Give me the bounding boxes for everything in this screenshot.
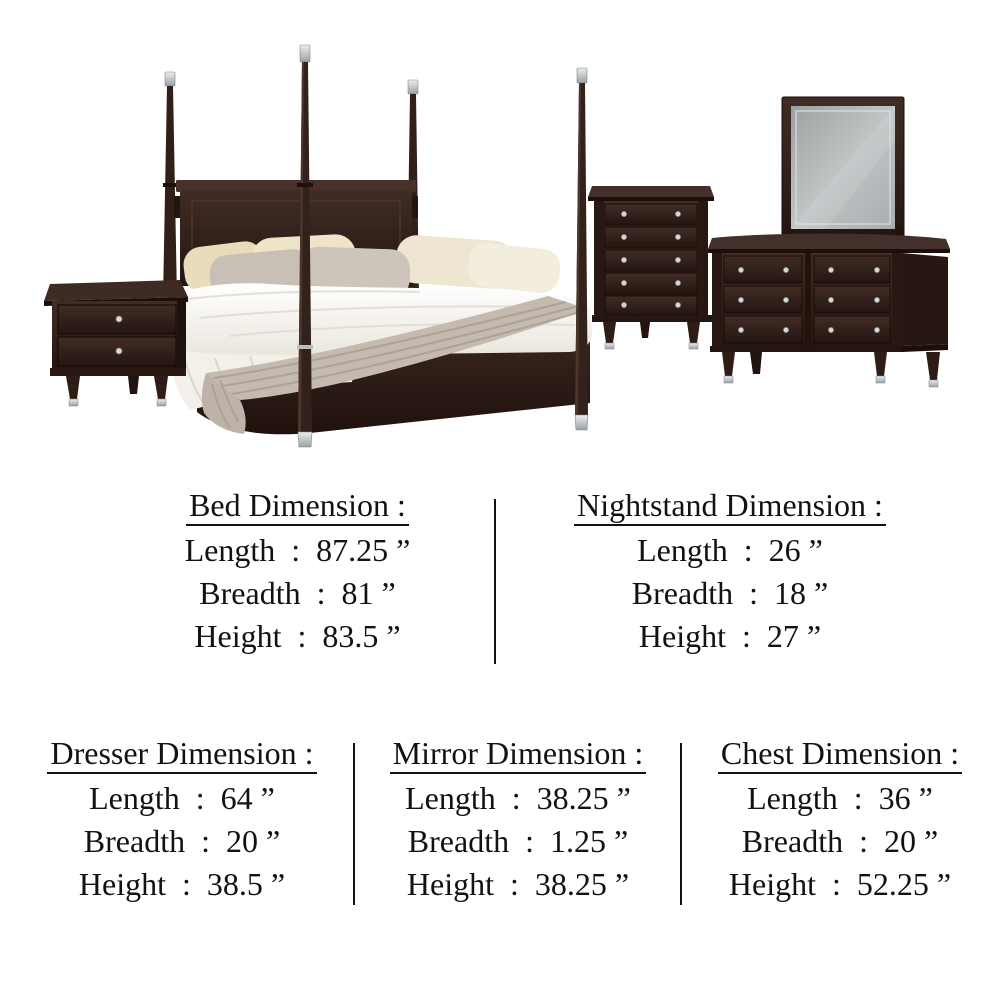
nightstand-dimensions-block bbox=[515, 487, 945, 658]
dresser-length: Length : 64 ” bbox=[89, 780, 275, 816]
divider-dresser-mirror bbox=[353, 743, 355, 905]
bed-dimensions-title: Bed Dimension : bbox=[186, 487, 409, 526]
nightstand-height: Height : 27 ” bbox=[638, 618, 822, 654]
mirror-height: Height : 38.25 ” bbox=[406, 866, 630, 902]
chest-breadth: Breadth : 20 ” bbox=[741, 823, 939, 859]
bed-length: Length : 87.25 ” bbox=[184, 532, 411, 568]
nightstand-breadth: Breadth : 18 ” bbox=[631, 575, 829, 611]
nightstand-dimensions-title: Nightstand Dimension : bbox=[574, 487, 886, 526]
chest-illustration bbox=[588, 186, 714, 349]
dresser-height: Height : 38.5 ” bbox=[78, 866, 286, 902]
bed-illustration bbox=[151, 45, 592, 447]
nightstand-length: Length : 26 ” bbox=[637, 532, 823, 568]
bed-height: Height : 83.5 ” bbox=[194, 618, 401, 654]
mirror-length: Length : 38.25 ” bbox=[405, 780, 631, 816]
chest-height: Height : 52.25 ” bbox=[728, 866, 952, 902]
furniture-scene bbox=[0, 0, 1000, 470]
dresser-breadth: Breadth : 20 ” bbox=[83, 823, 281, 859]
chest-dimensions-title: Chest Dimension : bbox=[718, 735, 962, 774]
dresser-dimensions-title: Dresser Dimension : bbox=[47, 735, 316, 774]
dresser-dimensions-block bbox=[22, 735, 342, 906]
mirror-dimensions-title: Mirror Dimension : bbox=[390, 735, 647, 774]
chest-drawers bbox=[605, 204, 697, 315]
dresser-legs bbox=[722, 352, 940, 387]
nightstand-legs bbox=[66, 376, 168, 406]
divider-bed-nightstand bbox=[494, 499, 496, 664]
mirror-breadth: Breadth : 1.25 ” bbox=[407, 823, 629, 859]
mirror-dimensions-block bbox=[368, 735, 668, 906]
dresser-illustration bbox=[708, 97, 950, 387]
chest-length: Length : 36 ” bbox=[747, 780, 933, 816]
chest-legs bbox=[603, 322, 700, 349]
bed-post-back-left bbox=[163, 72, 177, 300]
mirror-illustration bbox=[782, 97, 904, 242]
nightstand-illustration bbox=[44, 280, 188, 406]
chest-dimensions-block bbox=[690, 735, 990, 906]
bed-dimensions-block bbox=[110, 487, 485, 658]
bed-post-front-right bbox=[575, 68, 588, 430]
divider-mirror-chest bbox=[680, 743, 682, 905]
bed-breadth: Breadth : 81 ” bbox=[199, 575, 396, 611]
